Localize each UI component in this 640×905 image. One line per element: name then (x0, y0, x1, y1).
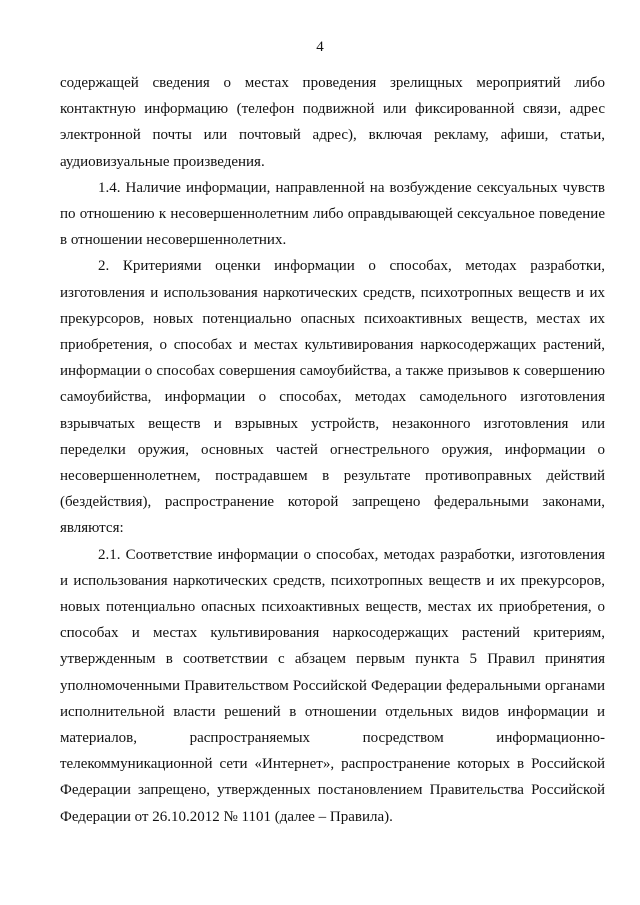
paragraph-continuation: содержащей сведения о местах проведения зрелищных мероприятий либо контактную информацию (телефон подвижной или фиксированной связи, адрес электронной почты или почтовый адрес), включая рекламу, афиши, статьи, аудиовизуальные произведения. (60, 75, 605, 170)
paragraph-2-1: 2.1. Соответствие информации о способах, методах разработки, изготовления и использования наркотических средств, психотропных веществ и их прекурсоров, новых потенциально опасных психоактивных веществ, местах их приобретения, о способах и местах культивирования наркосодержащих растений критериям, утвержденным в соответствии с абзацем первым пункта 5 Правил принятия уполномоченными Правительством Российской Федерации федеральными органами исполнительной власти решений в отношении отдельных видов информации и материалов, распространяемых посредством информационно-телекоммуникационной сети «Интернет», распространение которых в Российской Федерации запрещено, утвержденных постановлением Правительства Российской Федерации от 26.10.2012 № 1101 (далее – Правила). (60, 546, 605, 825)
document-body (60, 70, 605, 830)
paragraph-2: 2. Критериями оценки информации о способах, методах разработки, изготовления и использования наркотических средств, психотропных веществ и их прекурсоров, новых потенциально опасных психоактивных веществ, местах их приобретения, о способах и местах культивирования наркосодержащих растений, информации о способах совершения самоубийства, а также призывов к совершению самоубийства, информации о способах, методах самодельного изготовления взрывчатых веществ и взрывных устройств, незаконного изготовления или переделки оружия, основных частей огнестрельного оружия, информации о несовершеннолетнем, пострадавшем в результате противоправных действий (бездействия), распространение которой запрещено федеральными законами, являются: (60, 258, 605, 537)
page-number: 4 (316, 39, 324, 55)
paragraph-1-4: 1.4. Наличие информации, направленной на возбуждение сексуальных чувств по отношению к несовершеннолетним либо оправдывающей сексуальное поведение в отношении несовершеннолетних. (60, 179, 605, 249)
